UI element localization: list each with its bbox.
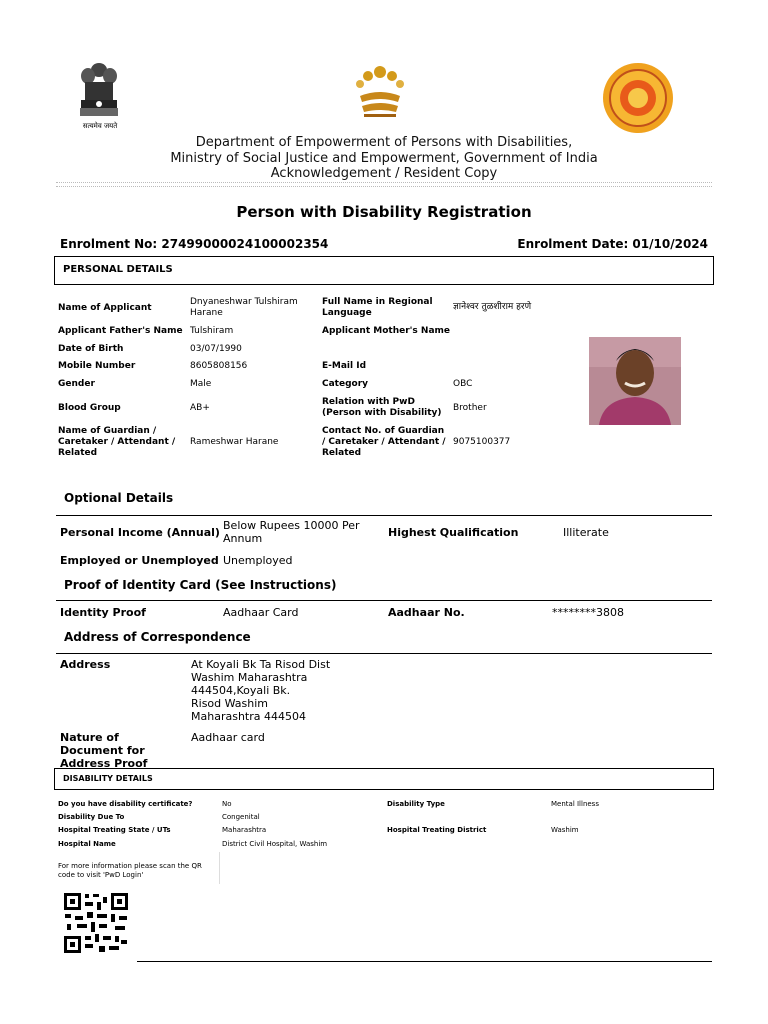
- address-doc-label: Nature of Document for Address Proof: [60, 731, 148, 770]
- address-label: Address: [60, 658, 111, 671]
- divider: [56, 182, 712, 183]
- address-heading: Address of Correspondence: [64, 630, 251, 644]
- personal-details-header: [54, 256, 714, 285]
- address-line-4: Risod Washim: [191, 697, 269, 710]
- dob-label: Date of Birth: [58, 344, 124, 354]
- enrolment-number: Enrolment No: 27499000024100002354: [60, 237, 329, 251]
- address-doc-value: Aadhaar card: [191, 731, 265, 744]
- identity-proof-value: Aadhaar Card: [223, 606, 299, 619]
- father-label: Applicant Father's Name: [58, 326, 183, 336]
- hospital-name-value: District Civil Hospital, Washim: [222, 840, 328, 848]
- hospital-state-label: Hospital Treating State / UTs: [58, 826, 171, 834]
- address-line-1: At Koyali Bk Ta Risod Dist: [191, 658, 331, 671]
- divider: [56, 515, 712, 516]
- aadhaar-label: Aadhaar No.: [388, 606, 465, 619]
- relation-value: Brother: [453, 403, 487, 413]
- divider: [56, 653, 712, 654]
- disability-type-value: Mental Illness: [551, 800, 599, 808]
- aadhaar-value: ********3808: [552, 606, 624, 619]
- sugamya-logo-icon: [346, 58, 414, 122]
- header-line-2: Ministry of Social Justice and Empowerment, Government of India: [170, 151, 598, 166]
- father-value: Tulshiram: [190, 326, 234, 336]
- address-line-5: Maharashtra 444504: [191, 710, 306, 723]
- enrolment-date: Enrolment Date: 01/10/2024: [517, 237, 708, 251]
- regional-label: Full Name in Regional Language: [322, 297, 433, 318]
- gender-label: Gender: [58, 379, 95, 389]
- header-line-3: Acknowledgement / Resident Copy: [270, 166, 498, 181]
- identity-proof-label: Identity Proof: [60, 606, 146, 619]
- guardian-label: Name of Guardian / Caretaker / Attendant / Related: [58, 426, 176, 458]
- mother-label: Applicant Mother's Name: [322, 326, 450, 336]
- qualification-value: Illiterate: [563, 526, 609, 539]
- employed-value: Unemployed: [223, 554, 293, 567]
- address-line-3: 444504,Koyali Bk.: [191, 684, 291, 697]
- dob-value: 03/07/1990: [190, 344, 242, 354]
- section-heading: PERSONAL DETAILS: [63, 264, 173, 275]
- contact-label: Contact No. of Guardian / Caretaker / Attendant / Related: [322, 426, 446, 458]
- divider: [219, 852, 220, 884]
- name-value: Dnyaneshwar Tulshiram Harane: [190, 297, 298, 318]
- header-line-1: Department of Empowerment of Persons with Disabilities,: [195, 135, 573, 150]
- relation-label: Relation with PwD (Person with Disability): [322, 397, 442, 418]
- employed-label: Employed or Unemployed: [60, 554, 219, 567]
- section-heading: DISABILITY DETAILS: [63, 774, 153, 783]
- certificate-label: Do you have disability certificate?: [58, 800, 193, 808]
- address-line-2: Washim Maharashtra: [191, 671, 308, 684]
- divider: [56, 600, 712, 601]
- gender-value: Male: [190, 379, 212, 389]
- qr-code[interactable]: [63, 892, 129, 954]
- category-value: OBC: [453, 379, 473, 389]
- hospital-name-label: Hospital Name: [58, 840, 116, 848]
- regional-value: ज्ञानेश्वर तुळशीराम हरणे: [453, 302, 532, 312]
- hospital-state-value: Maharashtra: [222, 826, 267, 834]
- hospital-district-label: Hospital Treating District: [387, 826, 487, 834]
- mobile-label: Mobile Number: [58, 361, 136, 371]
- state-seal-icon: [602, 62, 674, 134]
- disability-type-label: Disability Type: [387, 800, 445, 808]
- page-title: Person with Disability Registration: [236, 203, 532, 221]
- certificate-value: No: [222, 800, 232, 808]
- hospital-district-value: Washim: [551, 826, 579, 834]
- applicant-photo: [589, 337, 681, 425]
- disability-due-label: Disability Due To: [58, 813, 125, 821]
- income-value: Below Rupees 10000 Per Annum: [223, 519, 360, 545]
- contact-value: 9075100377: [453, 437, 511, 447]
- divider: [56, 186, 712, 187]
- category-label: Category: [322, 379, 369, 389]
- disability-details-header: [54, 768, 714, 790]
- identity-heading: Proof of Identity Card (See Instructions): [64, 578, 337, 592]
- mobile-value: 8605808156: [190, 361, 248, 371]
- qr-note: For more information please scan the QR code to visit 'PwD Login': [58, 862, 202, 879]
- email-label: E-Mail Id: [322, 361, 367, 371]
- optional-heading: Optional Details: [64, 491, 174, 505]
- qualification-label: Highest Qualification: [388, 526, 519, 539]
- name-label: Name of Applicant: [58, 303, 152, 313]
- emblem-caption: सत्यमेव जयते: [82, 122, 118, 130]
- income-label: Personal Income (Annual): [60, 526, 220, 539]
- disability-due-value: Congenital: [222, 813, 260, 821]
- blood-value: AB+: [190, 403, 210, 413]
- guardian-value: Rameshwar Harane: [190, 437, 279, 447]
- blood-label: Blood Group: [58, 403, 121, 413]
- signature-line: [137, 961, 712, 962]
